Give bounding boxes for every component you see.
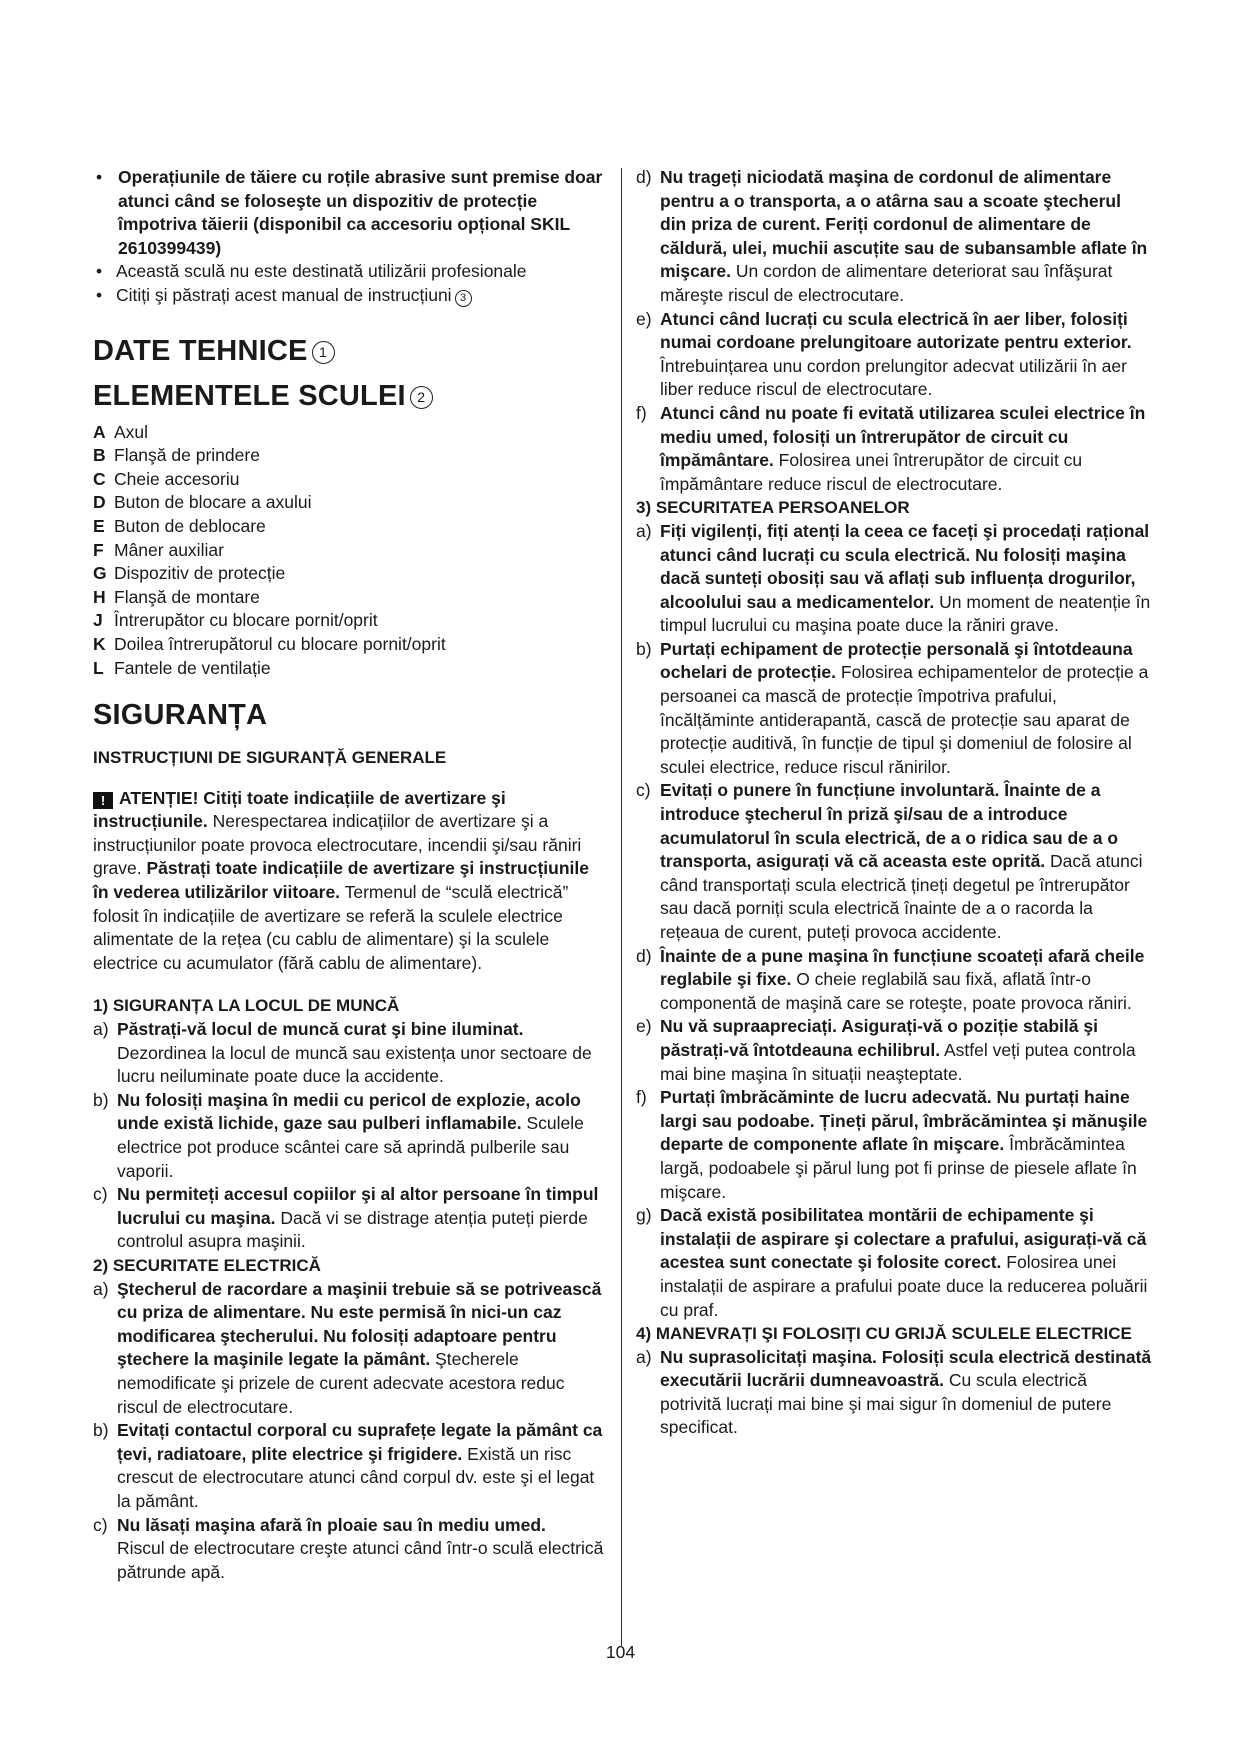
heading-safety: SIGURANȚA — [93, 699, 268, 732]
list-item: a) Ştecherul de racordare a maşinii trebuie să se potrivească cu priza de alimentare. Nu este permisă în nici-un caz modificarea ştecherului. Nu folosiți adaptoare pentru ştechere la maşinile legate la pământ. Ştecherele nemodificate şi prizele de curent adecvate acestora reduc riscul de electrocutare. — [93, 1278, 602, 1417]
list-item: f) Purtați îmbrăcăminte de lucru adecvată. Nu purtați haine largi sau podoabe. Țineți părul, îmbrăcămintea şi mănuşile departe de componente aflate în mişcare. Îmbrăcămintea largă, podoabele şi părul lung pot fi prinse de piesele aflate în mişcare. — [636, 1087, 1148, 1202]
list-item: J Întrerupător cu blocare pornit/oprit — [93, 610, 378, 631]
bullet-item: • Citiți şi păstrați acest manual de instrucțiuni 3 — [93, 284, 605, 308]
list-item: F Mâner auxiliar — [93, 539, 224, 560]
list-item: d) Nu trageți niciodată maşina de cordonul de alimentare pentru a o transporta, a o atârna sau a scoate ştecherul din priza de curent. Feriți cordonul de alimentare de căldură, ulei, muchii ascuțite sau de subansamble aflate în mişcare. Un cordon de alimentare deteriorat sau înfăşurat măreşte riscul de electrocutare. — [636, 167, 1148, 305]
figure-ref-icon: 1 — [312, 341, 335, 364]
list-item: b) Nu folosiți maşina în medii cu pericol de explozie, acolo unde există lichide, gaze sau pulberi inflamabile. Sculele electrice pot produce scântei care să aprindă pulberile sau vaporii. — [93, 1089, 584, 1181]
list-item: e) Nu vă supraapreciați. Asigurați-vă o poziție stabilă şi păstrați-vă întotdeauna echilibrul. Astfel veți putea controla mai bine maşina în situații neaşteptate. — [636, 1016, 1136, 1084]
heading-technical-data: DATE TEHNICE 1 — [93, 334, 605, 368]
list-item: c) Nu permiteți accesul copiilor şi al altor persoane în timpul lucrului cu maşina. Dacă vi se distrage atenția puteți pierde controlul asupra maşinii. — [93, 1184, 599, 1252]
list-item: f) Atunci când nu poate fi evitată utilizarea sculei electrice în mediu umed, folosiți un întrerupător de circuit cu împământare. Folosirea unei întrerupător de circuit cu împământare reduce riscul de electrocutare. — [636, 402, 1146, 494]
list-item: A Axul — [93, 421, 149, 442]
list-item: c) Evitați o punere în funcțiune involuntară. Înainte de a introduce ştecherul în priză şi/sau de a introduce acumulatorul în scula electrică, de a o ridica sau de a o transporta, asigurați vă că aceasta este oprită. Dacă atunci când transportați scula electrică țineți degetul pe întrerupător sau dacă porniți scula electrică înainte de a o racorda la rețeaua de curent, puteți provoca accidente. — [636, 780, 1143, 942]
list-item: b) Evitați contactul corporal cu suprafețe legate la pământ ca țevi, radiatoare, plite electrice şi frigidere. Există un risc crescut de electrocutare atunci când corpul dv. este şi el legat la pământ. — [93, 1420, 603, 1511]
list-item: g) Dacă există posibilitatea montării de echipamente şi instalații de aspirare şi colectare a prafului, asigurați-vă că acestea sunt conectate şi folosite corect. Folosirea unei instalații de aspirare a prafului poate duce la reducerea poluării cu praf. — [636, 1205, 1148, 1320]
bullet-icon: • — [96, 261, 103, 282]
general-warning: ! ATENȚIE! Citiți toate indicațiile de avertizare şi instrucțiunile. Nerespectarea indicațiilor de avertizare şi a instrucțiunilor poate provoca electrocutare, incendii şi/sau răniri grave. Păstrați toate indicațiile de avertizare şi instrucțiunile în vederea utilizărilor viitoare. Termenul de “sculă electrică” folosit în indicațiile de avertizare se referă la sculele electrice alimentate de la rețea (cu cablu de alimentare) şi la sculele electrice cu acumulator (fără cablu de alimentare). — [93, 787, 590, 973]
list-item: b) Purtați echipament de protecție personală şi întotdeauna ochelari de protecție. Folosirea echipamentelor de protecție a persoanei ca mască de protecție împotriva prafului, încălțăminte antiderapantă, cască de protecție sau aparat de protecție auditivă, în funcție de tipul şi domeniul de folosire al sculei electrice, reduce riscul rănirilor. — [636, 638, 1149, 777]
right-column — [636, 166, 1152, 1440]
warning-icon: ! — [93, 792, 113, 809]
list-item: c) Nu lăsați maşina afară în ploaie sau în mediu umed. Riscul de electrocutare creşte atunci când într-o sculă electrică pătrunde apă. — [93, 1514, 604, 1582]
list-item: e) Atunci când lucrați cu scula electrică în aer liber, folosiți numai cordoane prelungitoare autorizate pentru exterior. Întrebuințarea unu cordon prelungitor adecvat utilizării în aer liber reduce riscul de electrocutare. — [636, 308, 1132, 400]
list-item: E Buton de deblocare — [93, 515, 266, 536]
list-item: C Cheie accesoriu — [93, 468, 240, 489]
list-item: B Flanşă de prindere — [93, 445, 260, 466]
list-item: a) Păstrați-vă locul de muncă curat şi bine iluminat. Dezordinea la locul de muncă sau existența unor sectoare de lucru neiluminate poate duce la accidente. — [93, 1019, 592, 1087]
section-heading: 4) MANEVRAȚI ŞI FOLOSIȚI CU GRIJĂ SCULELE ELECTRICE — [636, 1324, 1132, 1344]
safety-subheading: INSTRUCȚIUNI DE SIGURANȚĂ GENERALE — [93, 748, 447, 768]
bullet-item: • Operațiunile de tăiere cu roțile abrasive sunt premise doar atunci când se foloseşte un dispozitiv de protecție împotriva tăierii (disponibil ca accesoriu opțional SKIL 2610399439) — [96, 167, 603, 258]
section-heading: 2) SECURITATE ELECTRICĂ — [93, 1255, 321, 1275]
figure-ref-icon: 3 — [455, 290, 472, 307]
page-number: 104 — [605, 1642, 636, 1662]
figure-ref-icon: 2 — [410, 386, 433, 409]
left-column — [93, 166, 605, 1584]
bullet-item: • Această sculă nu este destinată utilizării profesionale — [93, 260, 605, 284]
section-heading: 3) SECURITATEA PERSOANELOR — [636, 498, 910, 518]
list-item: a) Nu suprasolicitați maşina. Folosiți scula electrică destinată executării lucrării dumneavoastră. Cu scula electrică potrivită lucrați mai bine şi mai sigur în domeniul de putere specificat. — [636, 1346, 1152, 1438]
column-divider — [621, 168, 622, 1646]
bullet-icon: • — [96, 284, 103, 305]
elements-list — [93, 421, 605, 681]
list-item: K Doilea întrerupătorul cu blocare pornit/oprit — [93, 633, 446, 654]
list-item: D Buton de blocare a axului — [93, 492, 312, 513]
section-heading: 1) SIGURANȚA LA LOCUL DE MUNCĂ — [93, 996, 400, 1016]
heading-tool-elements: ELEMENTELE SCULEI 2 — [93, 379, 605, 413]
list-item: d) Înainte de a pune maşina în funcțiune scoateți afară cheile reglabile şi fixe. O cheie reglabilă sau fixă, aflată într-o componentă de maşină care se roteşte, poate provoca răniri. — [636, 945, 1145, 1013]
list-item: H Flanşă de montare — [93, 586, 260, 607]
bullet-icon: • — [96, 167, 103, 187]
list-item: G Dispozitiv de protecție — [93, 563, 286, 584]
list-item: L Fantele de ventilație — [93, 657, 271, 678]
list-item: a) Fiți vigilenți, fiți atenți la ceea ce faceți şi procedați rațional atunci când lucrați cu scula electrică. Nu folosiți maşina dacă sunteți obosiți sau vă aflați sub influența drogurilor, alcoolului sau a medicamentelor. Un moment de neatenție în timpul lucrului cu maşina poate duce la răniri grave. — [636, 520, 1151, 636]
